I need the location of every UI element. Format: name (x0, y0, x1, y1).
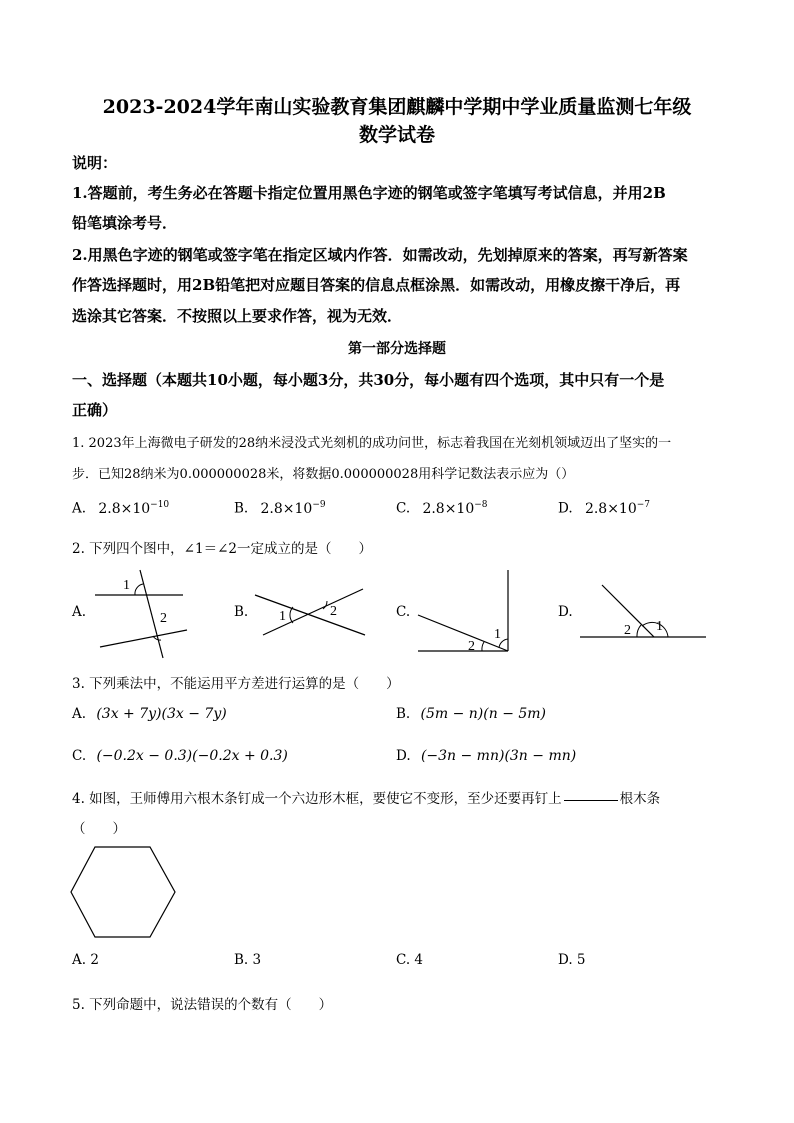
angle-1-label: 1 (279, 609, 286, 624)
instruction-1-line-1: 1.答题前，考生务必在答题卡指定位置用黑色字迹的钢笔或签字笔填写考试信息，并用2B (72, 184, 666, 202)
option-math-base: 2.8×10 (260, 500, 313, 517)
option-letter: B. (396, 706, 411, 722)
instruction-1-line-2: 铅笔填涂考号． (72, 214, 178, 232)
option-math-base: 2.8×10 (422, 500, 475, 517)
question-4-hexagon-figure (70, 846, 180, 940)
question-2-stem: 2. 下列四个图中，∠1＝∠2一定成立的是（ ） (72, 541, 372, 557)
angle-2-label: 2 (624, 623, 631, 638)
instruction-2-line-2: 作答选择题时，用2B铅笔把对应题目答案的信息点框涂黑．如需改动，用橡皮擦干净后，再 (72, 276, 681, 294)
question-3-option-c[interactable] (72, 748, 288, 764)
angle-1-label: 1 (494, 627, 501, 642)
option-letter: C. (396, 500, 411, 517)
question-3-stem: 3. 下列乘法中，不能运用平方差进行运算的是（ ） (72, 676, 400, 692)
question-2-figure-a (95, 570, 205, 660)
page-title: 2023-2024学年南山实验教育集团麒麟中学期中学业质量监测七年级 (102, 96, 692, 118)
option-math-base: 2.8×10 (584, 500, 637, 517)
question-2-option-a-label[interactable]: A. (72, 604, 87, 620)
option-math-exponent: −8 (474, 500, 488, 510)
question-1-option-a[interactable] (72, 500, 169, 517)
answer-blank[interactable] (564, 799, 618, 801)
question-1-option-d[interactable] (558, 500, 650, 517)
option-expression: (3x + 7y)(3x − 7y) (96, 706, 227, 722)
question-4-stem (72, 787, 660, 807)
question-4-option-a[interactable]: A. 2 (72, 952, 99, 968)
question-1-line-2: 步．已知28纳米为0.000000028米，将数据0.000000028用科学记数法表示应为（） (72, 467, 575, 482)
option-math-base: 2.8×10 (98, 500, 151, 517)
question-4-option-d[interactable]: D. 5 (558, 952, 586, 968)
question-1-option-c[interactable] (396, 500, 488, 517)
option-math-exponent: −10 (150, 500, 170, 510)
angle-2-label: 2 (160, 611, 167, 626)
option-math-exponent: −7 (636, 500, 651, 510)
question-2-figure-c (418, 570, 518, 655)
question-3-option-d[interactable] (396, 748, 576, 764)
option-letter: A. (72, 500, 87, 517)
question-3-option-b[interactable] (396, 706, 546, 722)
option-letter: A. (72, 706, 87, 722)
question-2-figure-d (580, 582, 710, 642)
question-4-option-c[interactable]: C. 4 (396, 952, 424, 968)
option-expression: (−3n − mn)(3n − mn) (420, 748, 577, 764)
question-1-option-b[interactable] (234, 500, 326, 517)
option-math-exponent: −9 (312, 500, 326, 510)
option-letter: D. (396, 748, 411, 764)
angle-1-label: 1 (656, 619, 663, 634)
instructions-heading: 说明： (72, 154, 118, 172)
question-5-stem: 5. 下列命题中，说法错误的个数有（ ） (72, 997, 333, 1013)
angle-1-label: 1 (123, 578, 130, 593)
part-1-title: 第一部分选择题 (348, 341, 446, 357)
angle-2-label: 2 (330, 604, 337, 619)
question-4-stem-after: 根木条 (619, 791, 661, 807)
question-4-paren: （ ） (72, 821, 126, 837)
question-2-option-b-label[interactable]: B. (234, 604, 249, 620)
question-1-line-1: 1. 2023年上海微电子研发的28纳米浸没式光刻机的成功问世，标志着我国在光刻机领域迈出了坚实的一 (72, 436, 672, 451)
option-letter: B. (234, 500, 249, 517)
section-1-line-2: 正确） (72, 401, 118, 419)
option-expression: (5m − n)(n − 5m) (420, 706, 547, 722)
page-subtitle: 数学试卷 (358, 124, 435, 146)
instruction-2-line-3: 选涂其它答案．不按照以上要求作答，视为无效． (72, 307, 403, 325)
option-letter: C. (72, 748, 87, 764)
question-2-figure-b (255, 585, 370, 645)
question-4-option-b[interactable]: B. 3 (234, 952, 262, 968)
option-letter: D. (558, 500, 573, 517)
section-1-line-1: 一、选择题（本题共10小题，每小题3分，共30分，每小题有四个选项，其中只有一个是 (72, 371, 665, 389)
question-2-option-c-label[interactable]: C. (396, 604, 411, 620)
question-2-option-d-label[interactable]: D. (558, 604, 573, 620)
angle-2-label: 2 (468, 639, 475, 654)
question-3-option-a[interactable] (72, 706, 227, 722)
instruction-2-line-1: 2.用黑色字迹的钢笔或签字笔在指定区域内作答．如需改动，先划掉原来的答案，再写新答案 (72, 246, 688, 264)
question-4-stem-before: 4. 如图，王师傅用六根木条钉成一个六边形木框，要使它不变形，至少还要再钉上 (72, 791, 562, 807)
option-expression: (−0.2x − 0.3)(−0.2x + 0.3) (96, 748, 288, 764)
